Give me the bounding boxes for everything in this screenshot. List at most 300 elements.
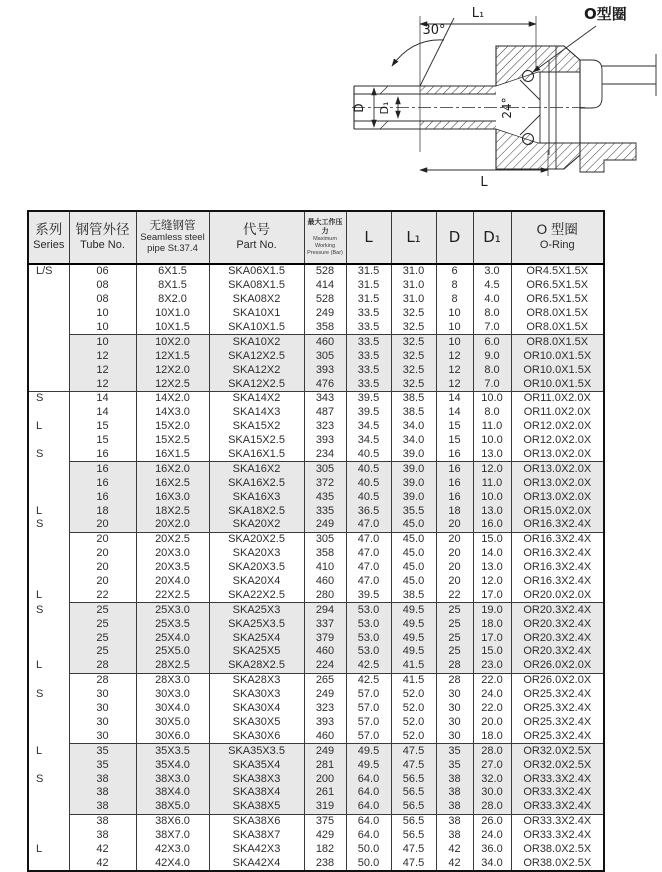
cell-series: [28, 617, 69, 631]
cell-series: L: [28, 659, 69, 673]
header-part-en: Part No.: [236, 239, 277, 252]
table-header: [28, 211, 604, 264]
cell-series: L: [28, 588, 69, 602]
header-pipe-zh: 无缝钢管: [149, 219, 196, 232]
cell-part-no: SKA25X4: [209, 631, 304, 645]
spec-row: [28, 392, 604, 406]
cell-L1: 56.5: [391, 800, 436, 814]
cell-tube-no: 28: [69, 673, 136, 687]
cell-D1: 3.0: [473, 264, 511, 279]
cell-tube-no: 38: [69, 772, 136, 786]
spec-row: [28, 829, 604, 843]
cell-L1: 39.0: [391, 476, 436, 490]
cell-D1: 13.0: [473, 504, 511, 518]
cell-tube-no: 35: [69, 744, 136, 758]
cell-o-ring: OR38.0X2.5X: [511, 843, 604, 857]
cell-tube-no: 38: [69, 829, 136, 843]
cell-seamless-pipe: 20X2.5: [136, 532, 209, 546]
cell-D: 38: [436, 829, 473, 843]
cell-pressure: 393: [304, 716, 346, 730]
cell-L: 33.5: [346, 377, 391, 391]
cell-pressure: 323: [304, 702, 346, 716]
cell-D: 12: [436, 377, 473, 391]
cell-pressure: 460: [304, 575, 346, 589]
cell-part-no: SKA15X2.5: [209, 434, 304, 448]
cell-series: [28, 786, 69, 800]
cell-o-ring: OR16.3X2.4X: [511, 547, 604, 561]
cell-pressure: 238: [304, 856, 346, 871]
cell-o-ring: OR32.0X2.5X: [511, 744, 604, 758]
cell-L1: 41.5: [391, 673, 436, 687]
cell-part-no: SKA25X3: [209, 603, 304, 617]
cell-pressure: 335: [304, 504, 346, 518]
cell-o-ring: OR13.0X2.0X: [511, 448, 604, 462]
cell-seamless-pipe: 10X2.0: [136, 335, 209, 349]
cell-pressure: 343: [304, 392, 346, 406]
cell-D1: 8.0: [473, 406, 511, 420]
cell-L: 50.0: [346, 843, 391, 857]
cell-part-no: SKA28X2.5: [209, 659, 304, 673]
cell-seamless-pipe: 25X4.0: [136, 631, 209, 645]
cell-series: [28, 490, 69, 504]
cell-tube-no: 20: [69, 532, 136, 546]
cell-L: 57.0: [346, 688, 391, 702]
cell-D1: 4.0: [473, 293, 511, 307]
cell-tube-no: 25: [69, 603, 136, 617]
dim-d-label: D: [352, 103, 366, 113]
cell-L: 57.0: [346, 716, 391, 730]
cell-series: S: [28, 448, 69, 462]
cell-series: [28, 307, 69, 321]
spec-row: [28, 758, 604, 772]
cell-L1: 31.0: [391, 279, 436, 293]
cell-part-no: SKA42X4: [209, 856, 304, 871]
cell-part-no: SKA35X4: [209, 758, 304, 772]
header-L1: [391, 211, 436, 264]
cell-tube-no: 28: [69, 659, 136, 673]
cell-L1: 47.5: [391, 758, 436, 772]
cell-seamless-pipe: 35X4.0: [136, 758, 209, 772]
cell-D: 8: [436, 279, 473, 293]
cell-D1: 10.0: [473, 434, 511, 448]
spec-row: [28, 462, 604, 476]
cell-L: 47.0: [346, 547, 391, 561]
cell-D1: 36.0: [473, 843, 511, 857]
header-oring-en: O-Ring: [539, 239, 575, 252]
cell-o-ring: OR16.3X2.4X: [511, 575, 604, 589]
cell-series: [28, 279, 69, 293]
cell-D: 20: [436, 575, 473, 589]
spec-row: [28, 744, 604, 758]
cell-o-ring: OR16.3X2.4X: [511, 518, 604, 532]
cell-L: 64.0: [346, 829, 391, 843]
cell-D1: 15.0: [473, 532, 511, 546]
cell-o-ring: OR33.3X2.4X: [511, 800, 604, 814]
cell-o-ring: OR33.3X2.4X: [511, 786, 604, 800]
cell-pressure: 305: [304, 532, 346, 546]
cell-pressure: 182: [304, 843, 346, 857]
cell-D: 25: [436, 603, 473, 617]
cell-tube-no: 14: [69, 406, 136, 420]
cell-seamless-pipe: 14X2.0: [136, 392, 209, 406]
header-tube-zh: 钢管外径: [75, 222, 130, 238]
cell-L: 42.5: [346, 673, 391, 687]
cell-pressure: 528: [304, 293, 346, 307]
cell-series: [28, 335, 69, 349]
cell-D1: 22.0: [473, 702, 511, 716]
cell-seamless-pipe: 18X2.5: [136, 504, 209, 518]
cell-L1: 34.0: [391, 420, 436, 434]
cell-D: 42: [436, 843, 473, 857]
cell-part-no: SKA20X2.5: [209, 532, 304, 546]
spec-row: [28, 518, 604, 532]
cell-series: L: [28, 420, 69, 434]
cell-D: 20: [436, 518, 473, 532]
cell-D: 35: [436, 758, 473, 772]
cell-seamless-pipe: 30X3.0: [136, 688, 209, 702]
cell-series: [28, 363, 69, 377]
cell-tube-no: 16: [69, 462, 136, 476]
cell-seamless-pipe: 20X2.0: [136, 518, 209, 532]
cell-D1: 19.0: [473, 603, 511, 617]
cell-pressure: 323: [304, 420, 346, 434]
cell-L1: 39.0: [391, 462, 436, 476]
cell-pressure: 249: [304, 688, 346, 702]
cell-D: 38: [436, 786, 473, 800]
cell-seamless-pipe: 20X4.0: [136, 575, 209, 589]
spec-row: [28, 532, 604, 546]
cell-series: [28, 631, 69, 645]
cell-L1: 49.5: [391, 631, 436, 645]
cell-D: 14: [436, 406, 473, 420]
cell-D: 30: [436, 688, 473, 702]
cell-pressure: 249: [304, 307, 346, 321]
cell-D1: 11.0: [473, 476, 511, 490]
cell-L: 57.0: [346, 729, 391, 743]
cell-L: 31.5: [346, 264, 391, 279]
cell-series: [28, 547, 69, 561]
cell-tube-no: 38: [69, 814, 136, 828]
cell-o-ring: OR26.0X2.0X: [511, 659, 604, 673]
header-series-en: Series: [33, 239, 65, 252]
cell-o-ring: OR6.5X1.5X: [511, 293, 604, 307]
cell-D1: 22.0: [473, 673, 511, 687]
cell-L1: 32.5: [391, 349, 436, 363]
cell-D: 16: [436, 448, 473, 462]
cell-part-no: SKA30X5: [209, 716, 304, 730]
cell-seamless-pipe: 25X5.0: [136, 645, 209, 659]
cell-series: [28, 532, 69, 546]
cell-tube-no: 30: [69, 702, 136, 716]
cell-D1: 30.0: [473, 786, 511, 800]
cell-seamless-pipe: 14X3.0: [136, 406, 209, 420]
cell-o-ring: OR10.0X1.5X: [511, 349, 604, 363]
cell-L1: 56.5: [391, 772, 436, 786]
cell-L1: 32.5: [391, 321, 436, 335]
cell-tube-no: 30: [69, 716, 136, 730]
cell-L: 50.0: [346, 856, 391, 871]
spec-row: [28, 335, 604, 349]
cell-pressure: 372: [304, 476, 346, 490]
cell-series: [28, 716, 69, 730]
cell-L: 33.5: [346, 321, 391, 335]
cell-D1: 17.0: [473, 588, 511, 602]
dim-d1-label: D₁: [378, 101, 391, 115]
spec-row: [28, 800, 604, 814]
cell-part-no: SKA08X2: [209, 293, 304, 307]
cell-L: 39.5: [346, 392, 391, 406]
cell-L: 39.5: [346, 588, 391, 602]
cell-o-ring: OR8.0X1.5X: [511, 335, 604, 349]
cell-pressure: 261: [304, 786, 346, 800]
cell-D1: 10.0: [473, 490, 511, 504]
spec-row: [28, 786, 604, 800]
cell-D1: 8.0: [473, 363, 511, 377]
cell-D: 28: [436, 659, 473, 673]
cell-o-ring: OR15.0X2.0X: [511, 504, 604, 518]
cell-pressure: 435: [304, 490, 346, 504]
cell-L1: 39.0: [391, 490, 436, 504]
cell-L1: 47.5: [391, 843, 436, 857]
cell-L: 33.5: [346, 363, 391, 377]
cell-seamless-pipe: 28X2.5: [136, 659, 209, 673]
spec-row: [28, 448, 604, 462]
cell-L1: 38.5: [391, 588, 436, 602]
cell-o-ring: OR38.0X2.5X: [511, 856, 604, 871]
cell-D1: 23.0: [473, 659, 511, 673]
cell-D1: 34.0: [473, 856, 511, 871]
cell-tube-no: 15: [69, 420, 136, 434]
cell-tube-no: 42: [69, 856, 136, 871]
cell-L1: 47.5: [391, 856, 436, 871]
o-ring-callout-label: O型圈: [584, 5, 627, 23]
cell-pressure: 375: [304, 814, 346, 828]
cell-L: 47.0: [346, 518, 391, 532]
cell-tube-no: 25: [69, 645, 136, 659]
cell-part-no: SKA38X3: [209, 772, 304, 786]
cell-series: L: [28, 843, 69, 857]
cell-o-ring: OR16.3X2.4X: [511, 561, 604, 575]
cell-D1: 28.0: [473, 800, 511, 814]
flange-hatch: [580, 143, 636, 172]
cell-series: [28, 321, 69, 335]
o-ring-top: [523, 71, 534, 82]
header-seamless-pipe: [136, 211, 209, 264]
tube-wall-hatch-bottom: [420, 121, 496, 129]
cell-D: 14: [436, 392, 473, 406]
cell-L: 33.5: [346, 307, 391, 321]
cell-seamless-pipe: 38X5.0: [136, 800, 209, 814]
cell-D1: 14.0: [473, 547, 511, 561]
cell-L: 53.0: [346, 603, 391, 617]
spec-row: [28, 490, 604, 504]
cell-o-ring: OR8.0X1.5X: [511, 321, 604, 335]
cell-series: S: [28, 392, 69, 406]
cell-part-no: SKA14X3: [209, 406, 304, 420]
dim-l-label: L: [480, 175, 488, 190]
cell-pressure: 200: [304, 772, 346, 786]
spec-row: [28, 617, 604, 631]
cell-pressure: 460: [304, 645, 346, 659]
cell-seamless-pipe: 38X7.0: [136, 829, 209, 843]
cell-pressure: 393: [304, 363, 346, 377]
cell-L: 64.0: [346, 800, 391, 814]
cell-seamless-pipe: 38X6.0: [136, 814, 209, 828]
angle-30-label: 30°: [422, 23, 446, 38]
cell-series: [28, 349, 69, 363]
cell-seamless-pipe: 25X3.0: [136, 603, 209, 617]
cell-L: 42.5: [346, 659, 391, 673]
cell-series: [28, 406, 69, 420]
cell-pressure: 487: [304, 406, 346, 420]
cell-pressure: 319: [304, 800, 346, 814]
header-L1-label: L₁: [406, 228, 421, 246]
cell-D: 12: [436, 363, 473, 377]
cell-L1: 45.0: [391, 518, 436, 532]
cell-L: 64.0: [346, 786, 391, 800]
cell-series: S: [28, 603, 69, 617]
cell-seamless-pipe: 16X2.5: [136, 476, 209, 490]
cell-seamless-pipe: 25X3.5: [136, 617, 209, 631]
cell-part-no: SKA14X2: [209, 392, 304, 406]
cell-seamless-pipe: 15X2.0: [136, 420, 209, 434]
header-part-no: [209, 211, 304, 264]
cell-part-no: SKA12X2: [209, 363, 304, 377]
spec-row: [28, 716, 604, 730]
cell-D1: 8.0: [473, 307, 511, 321]
header-L-label: L: [364, 228, 373, 246]
header-D1: [473, 211, 511, 264]
cell-seamless-pipe: 12X2.0: [136, 363, 209, 377]
cell-pressure: 249: [304, 518, 346, 532]
cell-part-no: SKA12X2.5: [209, 377, 304, 391]
spec-row: [28, 476, 604, 490]
cell-L1: 31.0: [391, 264, 436, 279]
cell-seamless-pipe: 12X1.5: [136, 349, 209, 363]
cell-tube-no: 20: [69, 518, 136, 532]
cell-tube-no: 16: [69, 490, 136, 504]
cell-o-ring: OR20.3X2.4X: [511, 617, 604, 631]
cell-part-no: SKA30X4: [209, 702, 304, 716]
cell-tube-no: 20: [69, 561, 136, 575]
cell-D: 38: [436, 772, 473, 786]
header-pipe-en2: pipe St.37.4: [147, 243, 198, 255]
cell-D: 10: [436, 307, 473, 321]
cell-pressure: 358: [304, 321, 346, 335]
cell-o-ring: OR25.3X2.4X: [511, 716, 604, 730]
spec-row: [28, 406, 604, 420]
cell-part-no: SKA16X2: [209, 462, 304, 476]
cell-seamless-pipe: 16X2.0: [136, 462, 209, 476]
cell-pressure: 358: [304, 547, 346, 561]
cell-L: 47.0: [346, 532, 391, 546]
cell-series: [28, 856, 69, 871]
cell-series: [28, 476, 69, 490]
cell-series: [28, 645, 69, 659]
cell-D: 15: [436, 434, 473, 448]
spec-row: [28, 843, 604, 857]
table-body: [28, 264, 604, 871]
cell-series: S: [28, 518, 69, 532]
angle-30: [392, 18, 454, 86]
cell-o-ring: OR8.0X1.5X: [511, 307, 604, 321]
cell-seamless-pipe: 16X3.0: [136, 490, 209, 504]
cell-series: [28, 575, 69, 589]
cell-o-ring: OR13.0X2.0X: [511, 490, 604, 504]
cell-o-ring: OR26.0X2.0X: [511, 673, 604, 687]
header-pressure-en2: Pressure (Bar): [307, 250, 343, 257]
spec-row: [28, 547, 604, 561]
cell-L1: 45.0: [391, 547, 436, 561]
cell-pressure: 234: [304, 448, 346, 462]
cell-D1: 9.0: [473, 349, 511, 363]
cell-tube-no: 12: [69, 377, 136, 391]
cell-D: 20: [436, 547, 473, 561]
cell-D: 8: [436, 293, 473, 307]
cell-part-no: SKA06X1.5: [209, 264, 304, 279]
header-series-zh: 系列: [35, 222, 63, 238]
cell-D: 16: [436, 476, 473, 490]
cell-L1: 39.0: [391, 448, 436, 462]
cell-D1: 4.5: [473, 279, 511, 293]
cell-D1: 28.0: [473, 744, 511, 758]
cell-L1: 56.5: [391, 786, 436, 800]
spec-row: [28, 321, 604, 335]
cell-o-ring: OR11.0X2.0X: [511, 392, 604, 406]
cell-part-no: SKA28X3: [209, 673, 304, 687]
header-D: [436, 211, 473, 264]
cell-D1: 11.0: [473, 420, 511, 434]
header-D-label: D: [448, 228, 461, 246]
cell-series: L: [28, 744, 69, 758]
cell-o-ring: OR13.0X2.0X: [511, 462, 604, 476]
cell-part-no: SKA20X3: [209, 547, 304, 561]
cell-pressure: 224: [304, 659, 346, 673]
spec-row: [28, 814, 604, 828]
cell-o-ring: OR25.3X2.4X: [511, 688, 604, 702]
dim-l1-label: L₁: [471, 6, 485, 21]
dim-d1: [378, 97, 398, 118]
cell-L1: 32.5: [391, 307, 436, 321]
cell-L: 64.0: [346, 814, 391, 828]
cell-L1: 38.5: [391, 406, 436, 420]
cell-D: 42: [436, 856, 473, 871]
cell-L: 53.0: [346, 631, 391, 645]
cell-pressure: 528: [304, 264, 346, 279]
cell-D: 10: [436, 335, 473, 349]
cell-L1: 56.5: [391, 829, 436, 843]
cell-tube-no: 30: [69, 729, 136, 743]
cell-series: [28, 462, 69, 476]
cell-seamless-pipe: 10X1.0: [136, 307, 209, 321]
cell-series: [28, 800, 69, 814]
cell-L: 33.5: [346, 349, 391, 363]
cell-tube-no: 06: [69, 264, 136, 279]
cell-L1: 45.0: [391, 561, 436, 575]
cell-tube-no: 38: [69, 800, 136, 814]
cell-L1: 41.5: [391, 659, 436, 673]
cell-pressure: 414: [304, 279, 346, 293]
cell-part-no: SKA18X2.5: [209, 504, 304, 518]
cell-tube-no: 18: [69, 504, 136, 518]
spec-row: [28, 561, 604, 575]
cell-D1: 10.0: [473, 392, 511, 406]
spec-row: [28, 603, 604, 617]
cell-L: 34.5: [346, 420, 391, 434]
cell-o-ring: OR20.3X2.4X: [511, 631, 604, 645]
cell-seamless-pipe: 38X4.0: [136, 786, 209, 800]
cell-L: 57.0: [346, 702, 391, 716]
